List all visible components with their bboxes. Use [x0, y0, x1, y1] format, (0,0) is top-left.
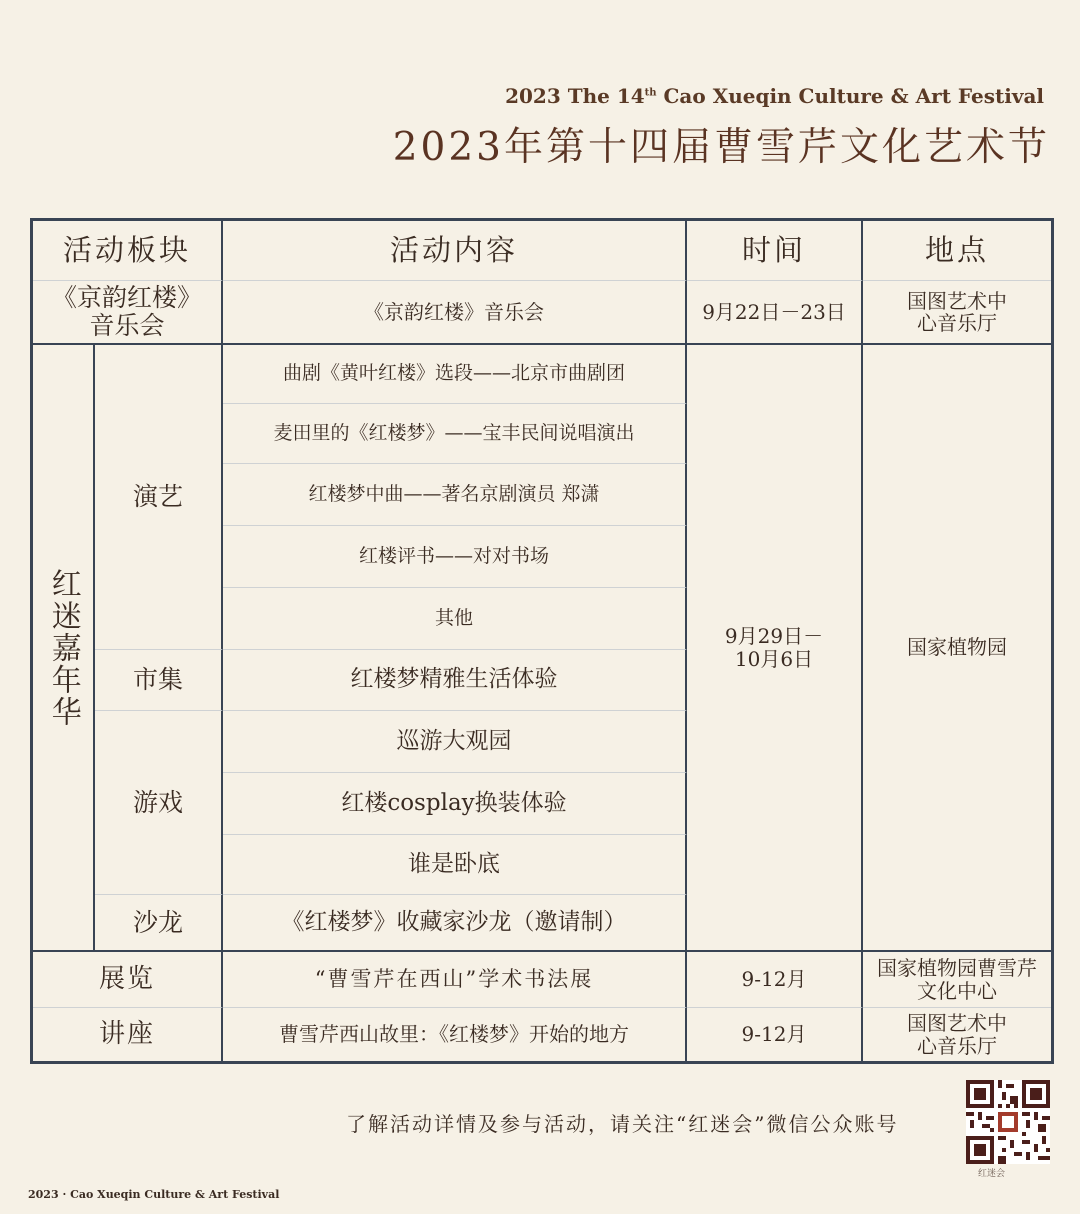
footer-english: 2023 · Cao Xueqin Culture & Art Festival [28, 1188, 280, 1201]
sub-salon: 沙龙 [95, 895, 223, 952]
exhibition-section: 展览 [33, 952, 223, 1008]
header-time: 时间 [687, 221, 863, 281]
english-title: 2023 The 14th Cao Xueqin Culture & Art Festival [505, 84, 1044, 108]
salon-item: 《红楼梦》收藏家沙龙（邀请制） [223, 895, 687, 952]
header-section: 活动板块 [33, 221, 223, 281]
performance-item: 曲剧《黄叶红楼》选段——北京市曲剧团 [223, 345, 687, 404]
game-item: 巡游大观园 [223, 711, 687, 773]
performance-item: 麦田里的《红楼梦》——宝丰民间说唱演出 [223, 404, 687, 464]
schedule-table [30, 218, 1054, 1064]
sub-performance: 演艺 [95, 345, 223, 650]
sub-market: 市集 [95, 650, 223, 711]
concert-place: 国图艺术中心音乐厅 [863, 281, 1051, 345]
qr-code-icon [966, 1080, 1050, 1164]
header-content: 活动内容 [223, 221, 687, 281]
lecture-time: 9-12月 [687, 1008, 863, 1061]
lecture-place: 国图艺术中心音乐厅 [907, 1011, 1007, 1058]
carnival-time: 9月29日－10月6日 [687, 345, 863, 952]
performance-item: 红楼评书——对对书场 [223, 526, 687, 588]
lecture-section: 讲座 [33, 1008, 223, 1061]
concert-content: 《京韵红楼》音乐会 [223, 281, 687, 345]
concert-time: 9月22日－23日 [687, 281, 863, 345]
follow-note: 了解活动详情及参与活动，请关注“红迷会”微信公众账号 [346, 1112, 899, 1136]
game-item: 红楼cosplay换装体验 [223, 773, 687, 835]
concert-section: 《京韵红楼》音乐会 [33, 281, 223, 345]
performance-item: 红楼梦中曲——著名京剧演员 郑潇 [223, 464, 687, 526]
exhibition-content: “曹雪芹在西山”学术书法展 [223, 952, 687, 1008]
chinese-title: 2023年第十四届曹雪芹文化艺术节 [392, 125, 1050, 170]
header-place: 地点 [863, 221, 1051, 281]
market-item: 红楼梦精雅生活体验 [223, 650, 687, 711]
performance-item: 其他 [223, 588, 687, 650]
exhibition-place: 国家植物园曹雪芹文化中心 [863, 952, 1051, 1008]
sub-game: 游戏 [95, 711, 223, 895]
carnival-place: 国家植物园 [863, 345, 1051, 952]
carnival-section: 红迷嘉年华 [33, 345, 95, 952]
game-item: 谁是卧底 [223, 835, 687, 895]
lecture-content: 曹雪芹西山故里：《红楼梦》开始的地方 [223, 1008, 687, 1061]
exhibition-time: 9-12月 [687, 952, 863, 1008]
qr-caption: 红迷会 [978, 1169, 1006, 1179]
